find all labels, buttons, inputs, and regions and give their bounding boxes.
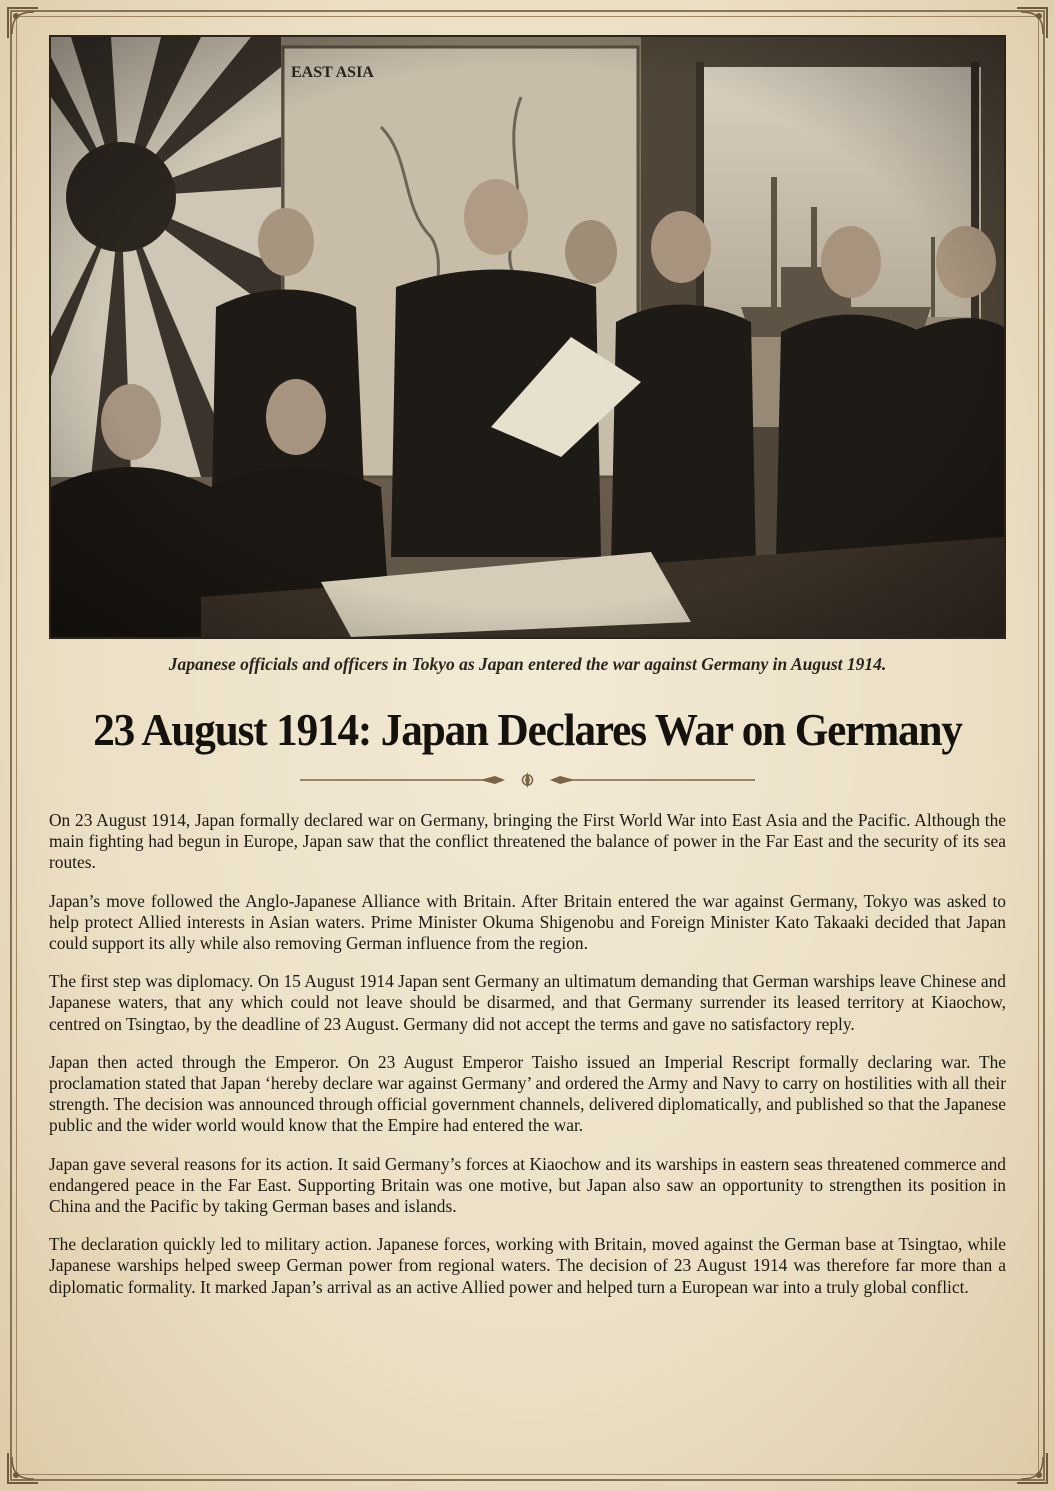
corner-ornament-icon xyxy=(1015,1451,1049,1485)
corner-ornament-icon xyxy=(6,6,40,40)
paragraph: Japan’s move followed the Anglo-Japanese Alliance with Britain. After Britain entered the war against Germany, Tokyo was asked to help protect Allied interests in Asian waters. Prime Minister Okuma Shigenobu and Foreign Minister Kato Takaaki decided that Japan could support its ally while also removing German influence from the region. xyxy=(49,890,1006,954)
ornamental-divider-icon xyxy=(300,770,755,790)
paragraph: The first step was diplomacy. On 15 August 1914 Japan sent Germany an ultimatum demanding that German warships leave Chinese and Japanese waters, that any which could not leave should be disarmed, and that Germany surrender its leased territory at Kiaochow, centred on Tsingtao, by the deadline of 23 August. Germany did not accept the terms and gave no satisfactory reply. xyxy=(49,971,1006,1034)
article-body xyxy=(49,810,1006,1315)
photo-illustration xyxy=(51,37,1004,637)
photo-caption: Japanese officials and officers in Tokyo as Japan entered the war against Germany in August 1914. xyxy=(168,654,887,674)
paragraph: Japan gave several reasons for its action. It said Germany’s forces at Kiaochow and its warships in eastern seas threatened commerce and endangered peace in the Far East. Supporting Britain was one motive, but Japan also saw an opportunity to strengthen its position in China and the Pacific by taking German bases and islands. xyxy=(49,1153,1006,1217)
paragraph: The declaration quickly led to military action. Japanese forces, working with Britain, moved against the German base at Tsingtao, while Japanese warships helped sweep German power from regional waters. The decision of 23 August 1914 was therefore far more than a diplomatic formality. It marked Japan’s arrival as an active Allied power and helped turn a European war into a truly global conflict. xyxy=(49,1234,1006,1297)
paragraph: On 23 August 1914, Japan formally declared war on Germany, bringing the First World War into East Asia and the Pacific. Although the main fighting had begun in Europe, Japan saw that the conflict threatened the balance of power in the Far East and the security of its sea routes. xyxy=(49,810,1006,873)
corner-ornament-icon xyxy=(1015,6,1049,40)
paragraph: Japan then acted through the Emperor. On 23 August Emperor Taisho issued an Imperial Rescript formally declaring war. The proclamation stated that Japan ‘hereby declare war against Germany’ and ordered the Army and Navy to carry on hostilities with all their strength. The decision was announced through official government channels, delivered diplomatically, and published so that the Japanese public and the wider world would know that the Empire had entered the war. xyxy=(49,1051,1006,1136)
corner-ornament-icon xyxy=(6,1451,40,1485)
historical-photograph xyxy=(49,35,1006,639)
page-title: 23 August 1914: Japan Declares War on Germany xyxy=(93,705,962,755)
